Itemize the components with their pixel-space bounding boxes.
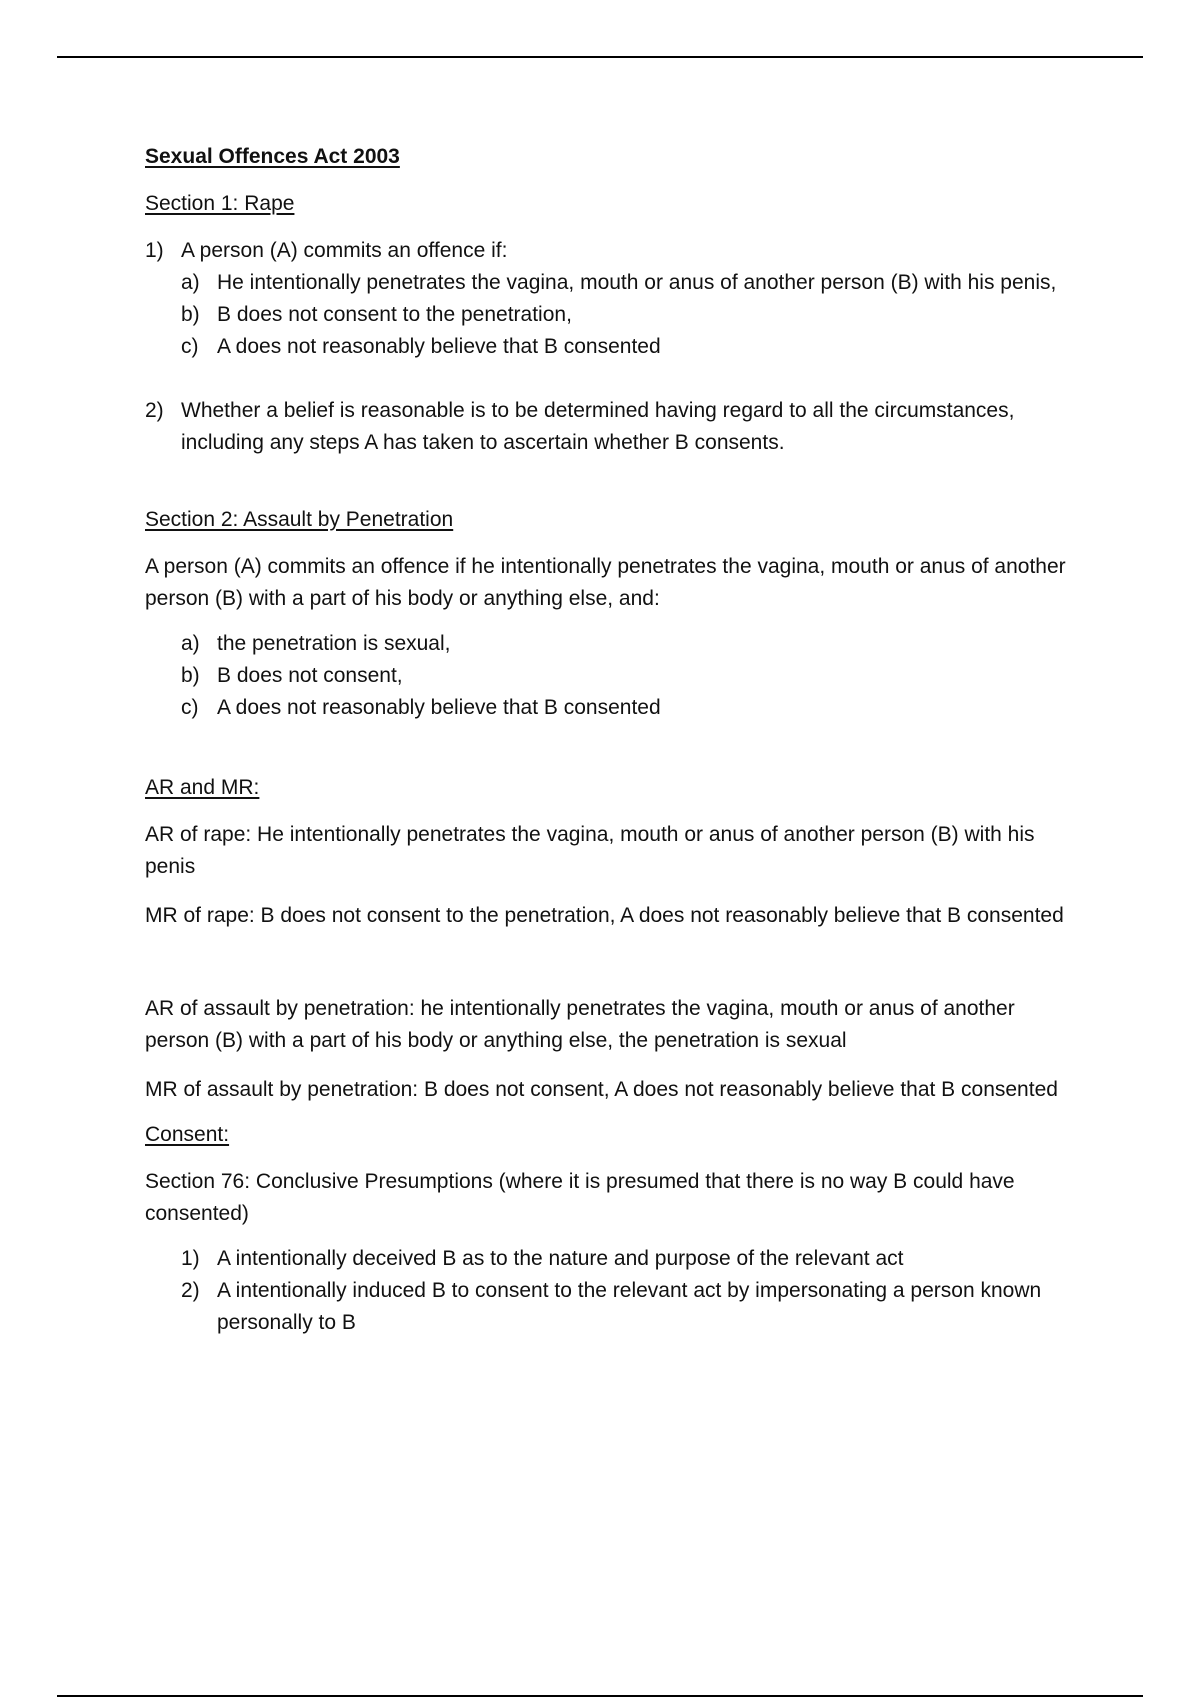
list-number: 1) [181, 1247, 200, 1270]
consent-heading: Consent: [145, 1123, 230, 1146]
list-item-text: A intentionally induced B to consent to the relevant act by impersonating a person known personally to B [217, 1279, 1042, 1334]
list-item-text: Whether a belief is reasonable is to be determined having regard to all the circumstances, including any steps A has taken to ascertain whether B consents. [181, 399, 1015, 454]
list-number: 1) [145, 239, 164, 262]
sub-list-text: A does not reasonably believe that B consented [217, 696, 661, 719]
document-page [145, 141, 1075, 1339]
sub-list-letter: c) [181, 335, 199, 358]
section-76-paragraph: Section 76: Conclusive Presumptions (where it is presumed that there is no way B could have consented) [145, 1170, 1015, 1225]
list-item [145, 235, 1075, 363]
list-item-text: A person (A) commits an offence if: [181, 239, 508, 262]
ar-assault-paragraph: AR of assault by penetration: he intentionally penetrates the vagina, mouth or anus of another person (B) with a part of his body or anything else, the penetration is sexual [145, 997, 1015, 1052]
section-1-heading: Section 1: Rape [145, 192, 295, 215]
section-2-list [181, 628, 1075, 724]
sub-list-text: A does not reasonably believe that B consented [217, 335, 661, 358]
sub-list-item [181, 331, 1075, 363]
document-title: Sexual Offences Act 2003 [145, 145, 400, 168]
section-1-list [145, 235, 1075, 459]
sub-list-letter: a) [181, 632, 200, 655]
list-item [181, 1275, 1075, 1339]
list-number: 2) [181, 1279, 200, 1302]
sub-list-item [181, 267, 1075, 299]
section-2-intro: A person (A) commits an offence if he intentionally penetrates the vagina, mouth or anus of another person (B) with a part of his body or anything else, and: [145, 555, 1066, 610]
sub-list-item [181, 660, 1075, 692]
list-number: 2) [145, 399, 164, 422]
list-item [181, 1243, 1075, 1275]
section-2-heading: Section 2: Assault by Penetration [145, 508, 454, 531]
section-76-list [181, 1243, 1075, 1339]
list-item-text: A intentionally deceived B as to the nature and purpose of the relevant act [217, 1247, 904, 1270]
sub-list-item [181, 628, 1075, 660]
sub-list-item [181, 692, 1075, 724]
sub-list-letter: a) [181, 271, 200, 294]
ar-rape-paragraph: AR of rape: He intentionally penetrates the vagina, mouth or anus of another person (B) with his penis [145, 823, 1035, 878]
header-rule [57, 56, 1143, 58]
sub-list-text: B does not consent to the penetration, [217, 303, 572, 326]
ar-mr-heading: AR and MR: [145, 776, 260, 799]
sub-list-letter: b) [181, 664, 200, 687]
sub-list-letter: b) [181, 303, 200, 326]
list-item [145, 395, 1075, 459]
mr-assault-paragraph: MR of assault by penetration: B does not consent, A does not reasonably believe that B consented [145, 1078, 1058, 1101]
sub-list-text: B does not consent, [217, 664, 403, 687]
sub-list [181, 267, 1075, 363]
sub-list-text: the penetration is sexual, [217, 632, 451, 655]
sub-list-item [181, 299, 1075, 331]
mr-rape-paragraph: MR of rape: B does not consent to the penetration, A does not reasonably believe that B consented [145, 904, 1064, 927]
sub-list-letter: c) [181, 696, 199, 719]
footer-rule [57, 1695, 1143, 1697]
sub-list-text: He intentionally penetrates the vagina, mouth or anus of another person (B) with his penis, [217, 271, 1057, 294]
